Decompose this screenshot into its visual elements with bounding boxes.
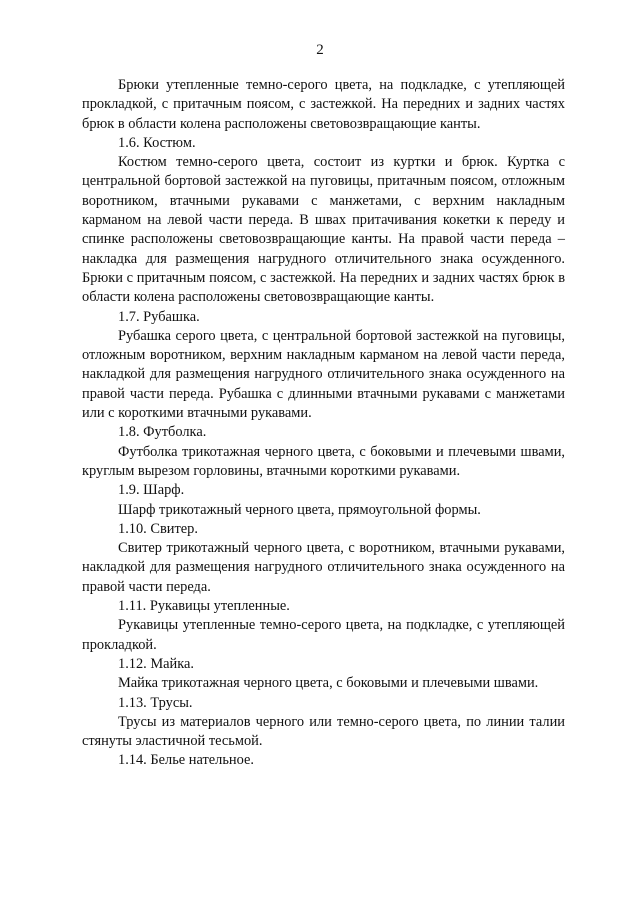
heading-1-6-suit: 1.6. Костюм. <box>118 134 196 151</box>
heading-1-11-mittens: 1.11. Рукавицы утепленные. <box>118 598 290 615</box>
paragraph-shorts-description: Трусы из материалов черного или темно-серого цвета, по линии талии стянуты эластичной тесьмой. <box>82 713 565 750</box>
heading-1-14-underwear: 1.14. Белье нательное. <box>118 752 254 769</box>
heading-1-8-tshirt: 1.8. Футболка. <box>118 424 207 441</box>
paragraph-undershirt-description: Майка трикотажная черного цвета, с боковыми и плечевыми швами. <box>118 675 539 692</box>
heading-1-7-shirt: 1.7. Рубашка. <box>118 308 200 325</box>
heading-1-13-shorts: 1.13. Трусы. <box>118 694 193 711</box>
heading-1-9-scarf: 1.9. Шарф. <box>118 482 185 499</box>
paragraph-mittens-description: Рукавицы утепленные темно-серого цвета, на подкладке, с утепляющей прокладкой. <box>82 617 565 653</box>
paragraph-suit-description: Костюм темно-серого цвета, состоит из куртки и брюк. Куртка с центральной бортовой застежкой на пуговицы, притачным поясом, отложным воротником, втачными рукавами с манжетами, с верхним накладным карманом на левой части переда. В швах притачивания кокетки к переду и спинке расположены световозвращающие канты. На правой части переда – накладка для размещения нагрудного отличительного знака осужденного. Брюки с притачным поясом, с застежкой. На передних и задних частях брюк в области колена расположены световозвращающие канты. <box>82 154 565 306</box>
heading-1-10-sweater: 1.10. Свитер. <box>118 520 198 537</box>
paragraph-scarf-description: Шарф трикотажный черного цвета, прямоугольной формы. <box>118 501 481 518</box>
paragraph-trousers-description: Брюки утепленные темно-серого цвета, на подкладке, с утепляющей прокладкой, с притачным поясом, с застежкой. На передних и задних частях брюк в области колена расположены световозвращающие канты. <box>82 77 565 132</box>
page-number: 2 <box>316 42 324 58</box>
paragraph-sweater-description: Свитер трикотажный черного цвета, с воротником, втачными рукавами, накладкой для размещения нагрудного отличительного знака осужденного на правой части переда. <box>82 540 565 595</box>
document-body <box>82 76 565 771</box>
heading-1-12-undershirt: 1.12. Майка. <box>118 655 195 672</box>
paragraph-tshirt-description: Футболка трикотажная черного цвета, с боковыми и плечевыми швами, круглым вырезом горловины, втачными короткими рукавами. <box>82 443 565 479</box>
paragraph-shirt-description: Рубашка серого цвета, с центральной бортовой застежкой на пуговицы, отложным воротником, верхним накладным карманом на левой части переда, накладкой для размещения нагрудного отличительного знака осужденного на правой части переда. Рубашка с длинными втачными рукавами с манжетами или с короткими втачными рукавами. <box>82 327 565 422</box>
